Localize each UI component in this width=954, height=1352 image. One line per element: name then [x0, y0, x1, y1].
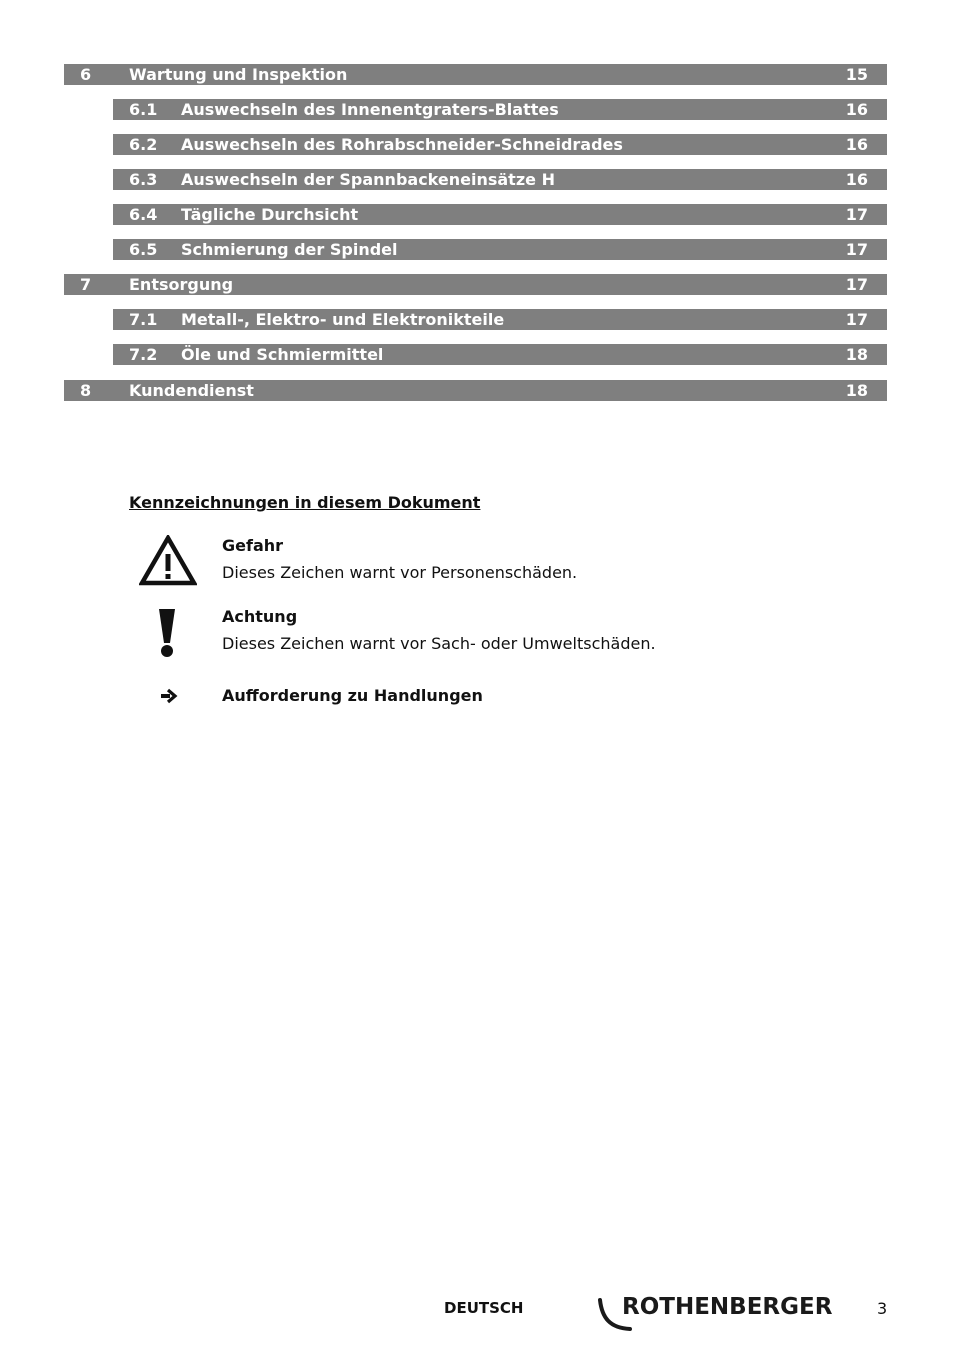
toc-title: Metall-, Elektro- und Elektronikteile: [181, 310, 505, 329]
toc-number: 6.4: [129, 205, 158, 224]
toc-page: 15: [845, 65, 868, 84]
toc-entry-7-1[interactable]: [113, 309, 887, 330]
toc-page: 17: [845, 205, 868, 224]
toc-page: 17: [845, 310, 868, 329]
legend-title-gefahr: Gefahr: [222, 536, 284, 555]
toc-page: 16: [845, 100, 868, 119]
toc-page: 16: [845, 170, 868, 189]
legend-title-aufforderung: Aufforderung zu Handlungen: [222, 686, 483, 705]
toc-entry-6-2[interactable]: [113, 134, 887, 155]
arrow-right-icon: [160, 688, 178, 708]
toc-entry-6-1[interactable]: [113, 99, 887, 120]
toc-page: 17: [845, 275, 868, 294]
toc-number: 7.1: [129, 310, 158, 329]
toc-page: 16: [845, 135, 868, 154]
toc-page: 18: [845, 345, 868, 364]
legend-title-achtung: Achtung: [222, 607, 298, 626]
legend-heading: Kennzeichnungen in diesem Dokument: [129, 493, 481, 512]
toc-number: 6.3: [129, 170, 158, 189]
toc-entry-7[interactable]: [64, 274, 887, 295]
toc-entry-7-2[interactable]: [113, 344, 887, 365]
toc-title: Auswechseln der Spannbackeneinsätze H: [181, 170, 555, 189]
toc-entry-8[interactable]: [64, 380, 887, 401]
toc-title: Öle und Schmiermittel: [181, 345, 384, 364]
toc-title: Wartung und Inspektion: [129, 65, 348, 84]
toc-entry-6-5[interactable]: [113, 239, 887, 260]
toc-title: Schmierung der Spindel: [181, 240, 398, 259]
toc-entry-6-3[interactable]: [113, 169, 887, 190]
exclamation-icon: [157, 607, 177, 663]
toc-number: 7: [80, 275, 92, 294]
toc-title: Auswechseln des Rohrabschneider-Schneidrades: [181, 135, 623, 154]
toc-number: 8: [80, 381, 92, 400]
toc-title: Tägliche Durchsicht: [181, 205, 359, 224]
warning-triangle-icon: [139, 535, 197, 591]
toc-number: 7.2: [129, 345, 158, 364]
toc-entry-6[interactable]: [64, 64, 887, 85]
toc-title: Kundendienst: [129, 381, 254, 400]
toc-page: 18: [845, 381, 868, 400]
legend-text-gefahr: Dieses Zeichen warnt vor Personenschäden.: [222, 563, 578, 582]
toc-number: 6.5: [129, 240, 158, 259]
toc-title: Auswechseln des Innenentgraters-Blattes: [181, 100, 559, 119]
toc-page: 17: [845, 240, 868, 259]
footer-language: DEUTSCH: [444, 1299, 524, 1317]
toc-number: 6.1: [129, 100, 158, 119]
brand-name: ROTHENBERGER: [622, 1294, 833, 1320]
toc-entry-6-4[interactable]: [113, 204, 887, 225]
page-number: 3: [877, 1299, 888, 1318]
toc-number: 6.2: [129, 135, 158, 154]
toc-number: 6: [80, 65, 92, 84]
legend-text-achtung: Dieses Zeichen warnt vor Sach- oder Umweltschäden.: [222, 634, 656, 653]
toc-title: Entsorgung: [129, 275, 234, 294]
